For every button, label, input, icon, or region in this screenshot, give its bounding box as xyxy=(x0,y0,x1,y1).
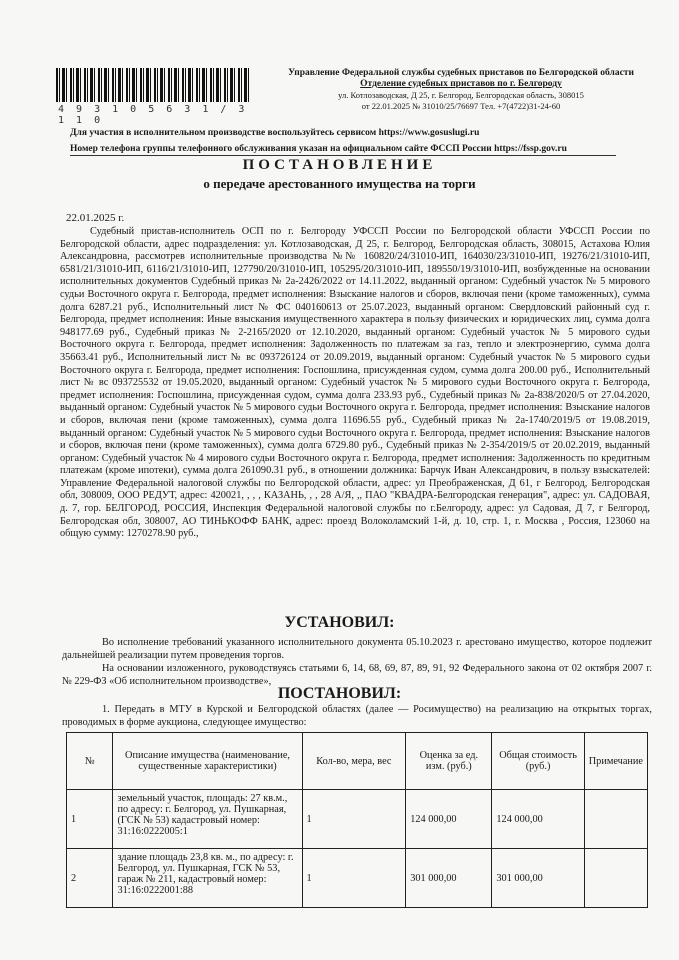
established-paragraph-1: Во исполнение требований указанного исполнительного документа 05.10.2023 г. арестовано имущество, которое подлежит дальнейшей реализации путем проведения торгов. xyxy=(62,637,652,661)
body-section xyxy=(60,226,650,541)
resolution-item-1 xyxy=(62,703,652,729)
col-header-unit-price: Оценка за ед. изм. (руб.) xyxy=(406,733,492,790)
col-header-description: Описание имущества (наименование, существенные характеристики) xyxy=(113,733,302,790)
document-date: 22.01.2025 г. xyxy=(66,212,125,224)
phone-notice: Номер телефона группы телефонного обслуживания указан на официальном сайте ФССП России https://fssp.gov.ru xyxy=(70,144,567,154)
barcode xyxy=(56,68,252,102)
gosuslugi-notice: Для участия в исполнительном производстве воспользуйтесь сервисом https://www.gosuslugi.ru xyxy=(70,128,480,138)
table-header-row xyxy=(67,733,648,790)
issuer-org: Управление Федеральной службы судебных приставов по Белгородской области xyxy=(288,68,634,78)
document-title: ПОСТАНОВЛЕНИЕ xyxy=(242,157,437,173)
cell-total: 124 000,00 xyxy=(492,790,584,849)
col-header-number: № xyxy=(67,733,113,790)
divider xyxy=(70,155,616,156)
cell-total: 301 000,00 xyxy=(492,849,584,908)
established-section xyxy=(62,636,652,688)
established-paragraph-2: На основании изложенного, руководствуясь статьями 6, 14, 68, 69, 87, 89, 91, 92 Федерального закона от 02 октября 2007 г. № 229-ФЗ «Об исполнительном производстве», xyxy=(62,663,652,687)
cell-unit-price: 124 000,00 xyxy=(406,790,492,849)
issuer-header xyxy=(286,68,636,112)
table-row xyxy=(67,790,648,849)
table-row xyxy=(67,849,648,908)
cell-number: 2 xyxy=(67,849,113,908)
col-header-total: Общая стоимость (руб.) xyxy=(492,733,584,790)
issuer-department: Отделение судебных приставов по г. Белгороду xyxy=(360,79,562,89)
property-table xyxy=(66,732,648,908)
cell-number: 1 xyxy=(67,790,113,849)
cell-quantity: 1 xyxy=(302,790,406,849)
resolved-heading: ПОСТАНОВИЛ: xyxy=(277,685,402,702)
cell-note xyxy=(584,790,647,849)
issuer-address: ул. Котлозаводская, Д 25, г. Белгород, Белгородская область, 308015 xyxy=(338,90,584,100)
cell-note xyxy=(584,849,647,908)
issuer-reference: от 22.01.2025 № 31010/25/76697 Тел. +7(4722)31-24-60 xyxy=(361,101,561,111)
col-header-note: Примечание xyxy=(584,733,647,790)
cell-description: здание площадь 23,8 кв. м., по адресу: г. Белгород, ул. Пушкарная, ГСК № 53, гараж № 211, кадастровый номер: 31:16:0222001:88 xyxy=(113,849,302,908)
cell-description: земельный участок, площадь: 27 кв.м., по адресу: г. Белгород, ул. Пушкарная, (ГСК № 53) кадастровый номер: 31:16:0222005:1 xyxy=(113,790,302,849)
resolution-item-1-text: 1. Передать в МТУ в Курской и Белгородской областях (далее — Росимущество) на реализацию на открытых торгах, проводимых в форме аукциона, следующее имущество: xyxy=(62,704,652,728)
col-header-quantity: Кол-во, мера, вес xyxy=(302,733,406,790)
cell-unit-price: 301 000,00 xyxy=(406,849,492,908)
cell-quantity: 1 xyxy=(302,849,406,908)
body-paragraph: Судебный пристав-исполнитель ОСП по г. Белгороду УФССП России по Белгородской области УФССП России по Белгородской области, адрес подразделения: ул. Котлозаводская, Д 25, г. Белгород, Белгородская область, 308015, Астахова Юлия Александровна, рассмотрев исполнительные производства №№ 160820/24/31010-ИП, 164030/23/31010-ИП, 19276/21/31010-ИП, 6581/21/31010-ИП, 6116/21/31010-ИП, 127790/20/31010-ИП, 105295/20/31010-ИП, 189550/19/31010-ИП, возбужденные на основании исполнительных документов Судебный приказ № 2а-2426/2022 от 14.11.2022, выданный органом: Судебный участок № 5 мирового судьи Восточного округа г. Белгорода, предмет исполнения: Взыскание налогов и сборов, включая пени (кроме таможенных), сумма долга 6287.21 руб., Исполнительный лист № ФС 040160613 от 25.07.2023, выданный органом: Свердловский районный суд г. Белгорода, предмет исполнения: Иные взыскания имущественного характера в пользу физических и юридических лиц, сумма долга 948177.69 руб., Судебный приказ № 2-2165/2020 от 12.10.2020, выданный органом: Судебный участок № 5 мирового судьи Восточного округа г. Белгорода, предмет исполнения: Задолженность по платежам за газ, тепло и электроэнергию, сумма долга 35663.41 руб., Исполнительный лист № вс 093726124 от 20.09.2019, выданный органом: Судебный участок № 5 мирового судьи Восточного округа г. Белгорода, предмет исполнения: Госпошлина, присужденная судом, сумма долга 200.00 руб., Исполнительный лист № вс 093725532 от 19.05.2020, выданный органом: Судебный участок № 5 мирового судьи Восточного округа г. Белгорода, предмет исполнения: Госпошлина, присужденная судом, сумма долга 233.93 руб., Судебный приказ № 2а-838/2020/5 от 27.04.2020, выданный органом: Судебный участок № 5 мирового судьи Восточного округа г. Белгорода, предмет исполнения: Взыскание налогов и сборов, включая пени (кроме таможенных), сумма долга 11696.55 руб., Судебный приказ № 2а-1740/2019/5 от 19.08.2019, выданный органом: Судебный участок № 5 мирового судьи Восточного округа г. Белгорода, предмет исполнения: Взыскание налогов и сборов, включая пени (кроме таможенных), сумма долга 6729.80 руб., Судебный приказ № 2-354/2019/5 от 20.02.2019, выданный органом: Судебный участок № 4 мирового судьи Восточного округа г. Белгорода, предмет исполнения: Задолженность по кредитным платежам (кроме ипотеки), сумма долга 261090.31 руб., в отношении должника: Барчук Иван Александрович, в пользу взыскателей: Управление Федеральной налоговой службы по Белгородской области, адрес: ул Преображенская, Д 61, г Белгород, Белгородская обл, 308009, ООО РЕДУТ, адрес: 420021, , , , КАЗАНЬ, , , 28 А/Я, ,, ПАО "КВАДРА-Белгородская генерация", адрес: ул. САДОВАЯ, д. 7, гор. БЕЛГОРОД, РОССИЯ, Инспекция Федеральной налоговой службы по г.Белгороду, адрес: ул Садовая, Д 7, г Белгород, Белгородская обл, 308007, АО ТИНЬКОФФ БАНК, адрес: проезд Волоколамский 1-й, д. 10, стр. 1, г. Москва , Россия, 123060 на общую сумму: 1270278.90 руб., xyxy=(60,226,650,540)
established-heading: УСТАНОВИЛ: xyxy=(284,614,395,631)
barcode-number: 4 9 3 1 0 5 6 3 1 / 3 1 1 0 xyxy=(58,104,248,126)
document-subtitle: о передаче арестованного имущества на торги xyxy=(203,176,476,191)
